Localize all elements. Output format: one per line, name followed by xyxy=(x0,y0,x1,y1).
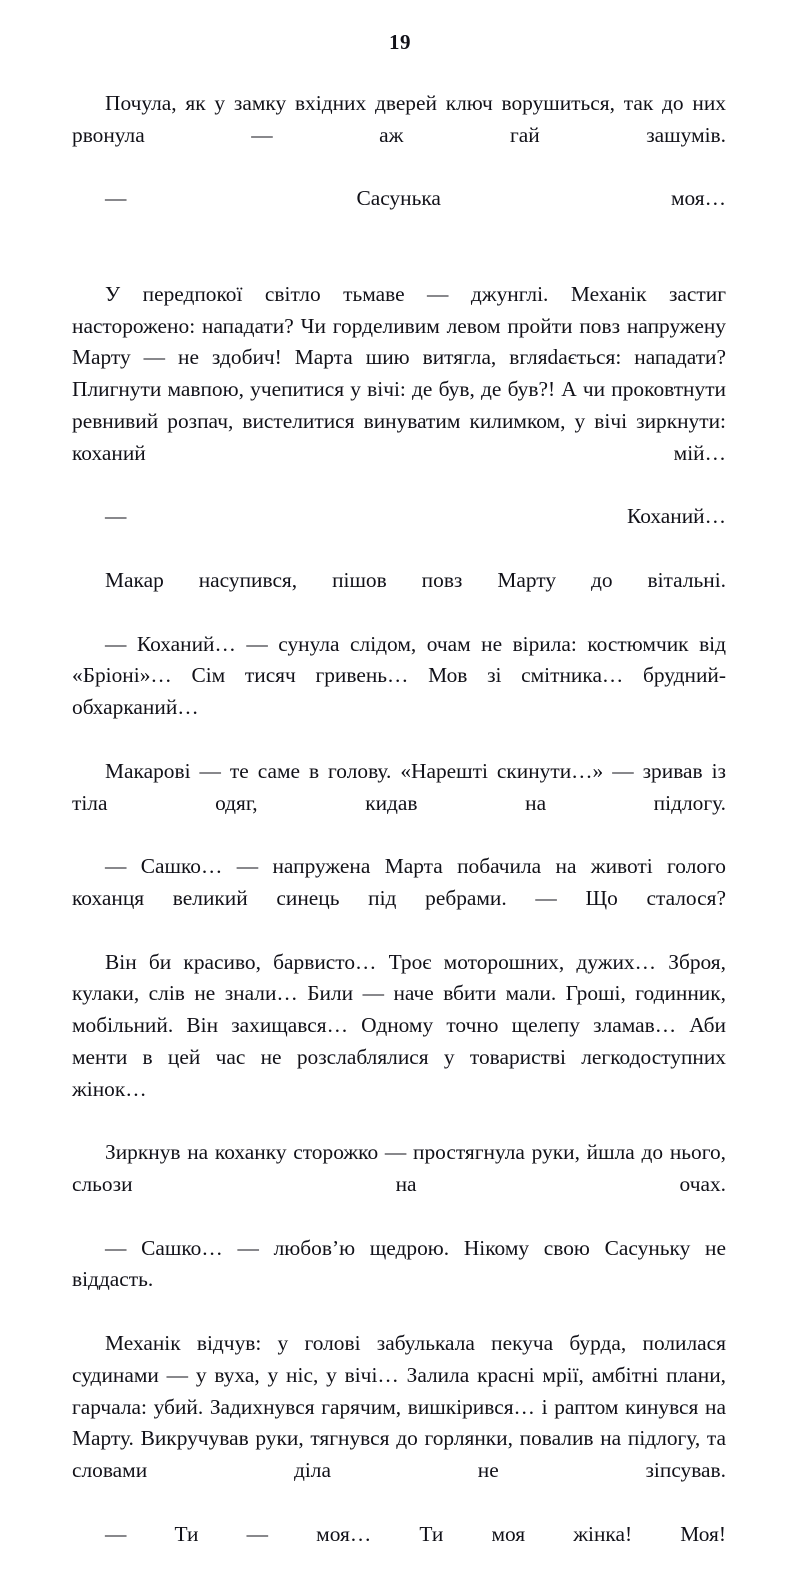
paragraph: У передпокої світло тьмаве — джунглі. Механік застиг насторожено: нападати? Чи горделивим левом пройти повз напружену Марту — не здобич! Марта шию витягла, вгляdається: нападати? Плигнути мавпою, учепитися у вічі: де був, де був?! А чи проковтнути ревнивий розпач, вистелитися винуватим килимком, у вічі зиркнути: коханий мій… xyxy=(72,281,726,465)
paragraph: Зиркнув на коханку сторожко — простягнула руки, йшла до нього, сльози на очах. xyxy=(72,1140,726,1197)
paragraph: — Сашко… — любов’ю щедрою. Нікому свою Сасуньку не віддасть. xyxy=(72,1235,726,1292)
paragraph: Механік відчув: у голові забулькала пекуча бурда, полилася судинами — у вуха, у ніс, у вічі… Залила красні мрії, амбітні плани, гарчала: убий. Задихнувся гарячим, вишкірився… і раптом кинувся на Марту. Викручував руки, тягнувся до горлянки, повалив на підлогу, та словами діла не зіпсував. xyxy=(72,1331,726,1483)
paragraph: Почула, як у замку вхідних дверей ключ ворушиться, так до них рвонула — аж гай зашумів. xyxy=(72,91,726,147)
paragraph: — Сасунька моя… xyxy=(105,186,726,211)
paragraph: Макар насупився, пішов повз Марту до вітальні. xyxy=(105,567,726,592)
page-number: 19 xyxy=(389,30,411,54)
paragraph: Він би красиво, барвисто… Троє моторошних, дужих… Зброя, кулаки, слів не знали… Били — наче вбити мали. Гроші, годинник, мобільний. Він захищався… Одному точно щелепу зламав… Аби менти в цей час не розслаблялися у товаристві легкодоступних жінок… xyxy=(72,949,726,1101)
paragraph: Макарові — те саме в голову. «Нарешті скинути…» — зривав із тіла одяг, кидав на підлогу. xyxy=(72,758,726,815)
body-text-block xyxy=(72,88,726,1582)
paragraph: — Сашко… — напружена Марта побачила на животі голого коханця великий синець під ребрами. — Що сталося? xyxy=(72,854,726,910)
paragraph: — Ти — моя… Ти моя жінка! Моя! xyxy=(105,1521,726,1546)
paragraph: — Коханий… xyxy=(105,504,726,529)
paragraph: — Коханий… — сунула слідом, очам не вірила: костюмчик від «Бріоні»… Сім тисяч гривень… Мов зі смітника… брудний-обхарканий… xyxy=(72,631,726,720)
